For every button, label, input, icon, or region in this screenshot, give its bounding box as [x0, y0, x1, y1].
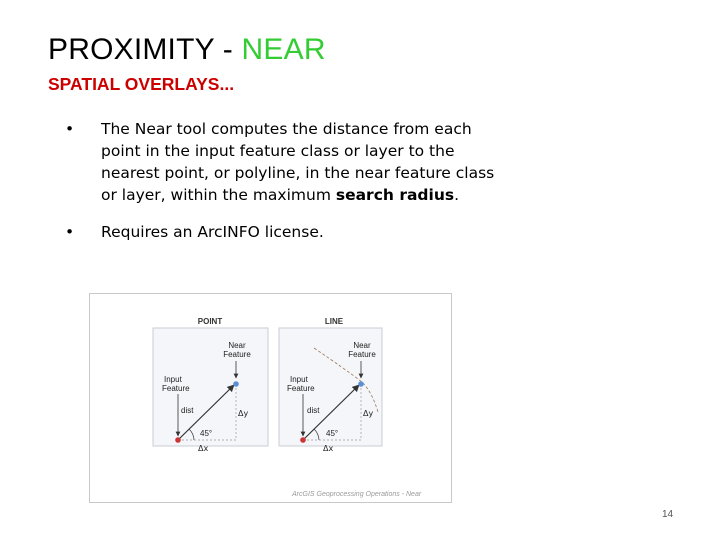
bullet-marker: •: [65, 120, 75, 138]
input-label-line2: Feature: [287, 384, 315, 393]
near-point: [358, 381, 364, 387]
bullet-marker: •: [65, 223, 75, 241]
angle-label: 45°: [326, 429, 339, 438]
input-label-line1: Input: [164, 375, 182, 384]
slide-title: [48, 33, 326, 67]
bullet-list: [62, 118, 502, 258]
point-panel: [153, 317, 268, 453]
page-number: 14: [662, 509, 674, 520]
bullet-text: Requires an ArcINFO license.: [101, 223, 324, 241]
panel-title: LINE: [324, 317, 344, 326]
near-point: [233, 381, 239, 387]
near-diagram-figure: [89, 293, 452, 503]
near-diagram: [90, 294, 451, 502]
delta-x-label: Δx: [323, 444, 334, 453]
bullet-text: The Near tool computes the distance from each point in the input feature class or layer to the nearest point, or polyline, in the near feature class or layer, within the maximum: [101, 120, 495, 204]
near-label-line1: Near: [353, 341, 371, 350]
title-accent: NEAR: [241, 33, 326, 66]
bullet-text-end: .: [454, 186, 460, 204]
input-label-line1: Input: [290, 375, 308, 384]
input-point: [300, 437, 306, 443]
slide-subtitle: SPATIAL OVERLAYS...: [48, 74, 235, 94]
line-panel: [279, 317, 382, 453]
bullet-item: [62, 118, 502, 206]
input-point: [175, 437, 181, 443]
near-label-line2: Feature: [223, 350, 251, 359]
dist-label: dist: [181, 406, 194, 415]
bullet-item: [62, 221, 502, 243]
delta-y-label: Δy: [238, 409, 249, 418]
angle-label: 45°: [200, 429, 213, 438]
bullet-bold-term: search radius: [335, 186, 455, 204]
dist-label: dist: [307, 406, 320, 415]
title-main: PROXIMITY -: [48, 33, 242, 66]
panel-title: POINT: [197, 317, 223, 326]
input-label-line2: Feature: [162, 384, 190, 393]
near-label-line1: Near: [228, 341, 246, 350]
figure-caption: ArcGIS Geoprocessing Operations - Near: [292, 491, 422, 498]
delta-y-label: Δy: [363, 409, 374, 418]
delta-x-label: Δx: [198, 444, 209, 453]
near-label-line2: Feature: [348, 350, 376, 359]
